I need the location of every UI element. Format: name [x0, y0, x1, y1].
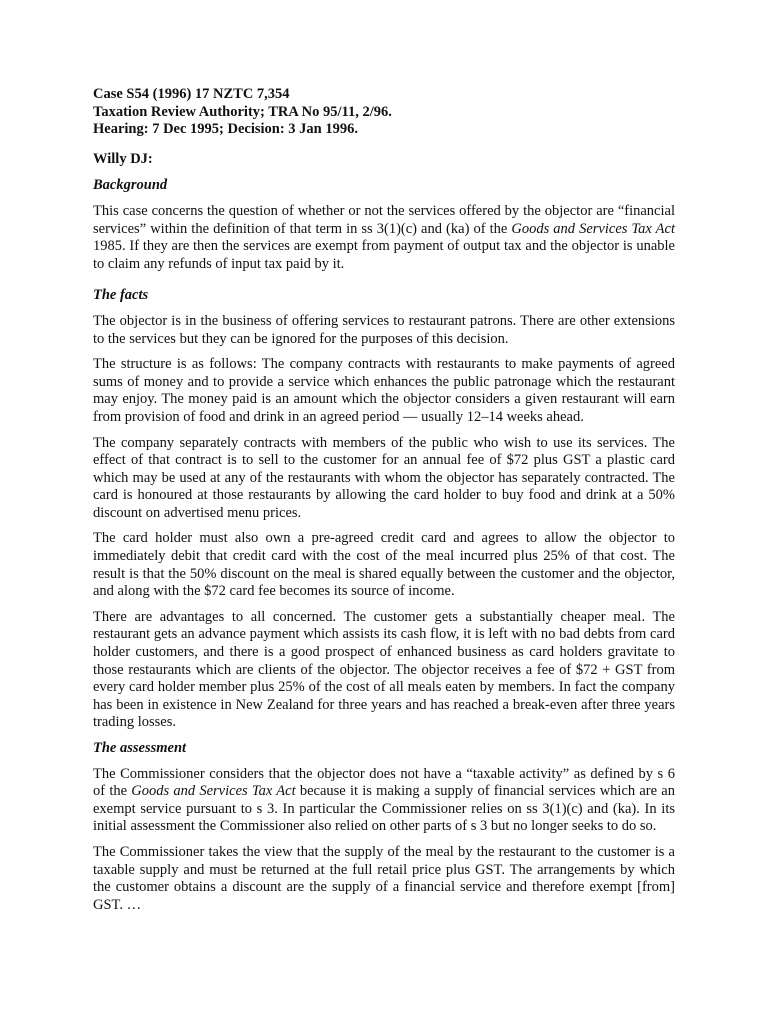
act-title: Goods and Services Tax Act [511, 220, 675, 237]
act-title: Goods and Services Tax Act [131, 783, 296, 800]
tribunal-reference: Taxation Review Authority; TRA No 95/11, 2/96. [93, 103, 392, 120]
assessment-paragraph-1: The Commissioner considers that the objector does not have a “taxable activity” as defined by s 6 of the Goods and Services Tax Act because it is making a supply of financial services which are an exempt service pursuant to s 3. In particular the Commissioner relies on ss 3(1)(c) and (ka). In its initial assessment the Commissioner also relied on other parts of s 3 but no longer seeks to do so. [93, 765, 675, 835]
facts-paragraph-1: The objector is in the business of offering services to restaurant patrons. There are other extensions to the services but they can be ignored for the purposes of this decision. [93, 312, 675, 347]
case-citation-header [93, 86, 675, 139]
facts-paragraph-2: The structure is as follows: The company contracts with restaurants to make payments of agreed sums of money and to provide a service which enhances the public patronage which the restaurant may enjoy. The money paid is an amount which the objector considers a given restaurant will earn from provision of food and drink in an agreed period — usually 12–14 weeks ahead. [93, 356, 675, 425]
section-heading-assessment: The assessment [93, 740, 187, 756]
document-page [93, 86, 675, 914]
case-citation: Case S54 (1996) 17 NZTC 7,354 [93, 86, 290, 102]
judge-name: Willy DJ: [93, 150, 153, 167]
facts-paragraph-3: The company separately contracts with members of the public who wish to use its services. The effect of that contract is to sell to the customer for an annual fee of $72 plus GST a plastic card which may be used at any of the restaurants with whom the objector has separately contracted. The card is honoured at those restaurants by allowing the card holder to buy food and drink at a 50% discount on advertised menu prices. [93, 434, 675, 521]
facts-paragraph-5: There are advantages to all concerned. The customer gets a substantially cheaper meal. The restaurant gets an advance payment which assists its cash flow, it is left with no bad debts from card holder customers, and there is a good prospect of enhanced business as card holders gravitate to those restaurants which are clients of the objector. The objector receives a fee of $72 + GST from every card holder member plus 25% of the cost of all meals eaten by members. In fact the company has been in existence in New Zealand for three years and has reached a break-even after three years trading losses. [93, 608, 675, 731]
section-heading-background: Background [93, 177, 168, 194]
facts-paragraph-4: The card holder must also own a pre-agreed credit card and agrees to allow the objector to immediately debit that credit card with the cost of the meal incurred plus 25% of that cost. The result is that the 50% discount on the meal is shared equally between the customer and the objector, and along with the $72 card fee becomes its source of income. [93, 530, 675, 600]
background-paragraph: This case concerns the question of whether or not the services offered by the objector are “financial services” within the definition of that term in ss 3(1)(c) and (ka) of the Goods and Services Tax Act 1985. If they are then the services are exempt from payment of output tax and the objector is unable to claim any refunds of input tax paid by it. [93, 202, 675, 272]
section-heading-facts: The facts [93, 287, 149, 304]
assessment-paragraph-2: The Commissioner takes the view that the supply of the meal by the restaurant to the customer is a taxable supply and must be returned at the full retail price plus GST. The arrangements by which the customer obtains a discount are the supply of a financial service and therefore exempt [from] GST. … [93, 843, 675, 913]
hearing-decision-dates: Hearing: 7 Dec 1995; Decision: 3 Jan 1996. [93, 121, 358, 138]
